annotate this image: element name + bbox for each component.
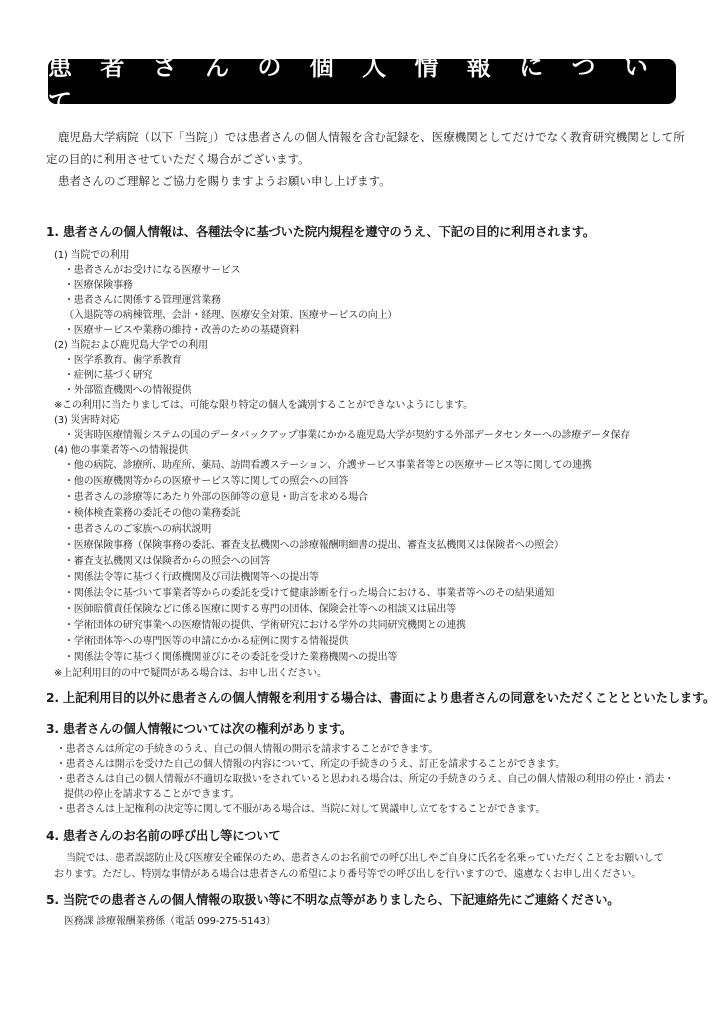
list-item: ・患者さんがお受けになる医療サービス [64, 265, 241, 276]
list-item: ・医療保険事務 [64, 280, 133, 291]
list-item: （入退院等の病棟管理、会計・経理、医療安全対策、医療サービスの向上） [64, 310, 398, 321]
list-item: ・他の医療機関等からの医療サービス等に関しての照会への回答 [64, 476, 349, 487]
list-item: (4) 他の事業者等への情報提供 [54, 445, 189, 456]
list-item: ・検体検査業務の委託その他の業務委託 [64, 508, 241, 519]
page-title: 患 者 さ ん の 個 人 情 報 に つ い て [48, 52, 658, 116]
contact-info: 医務課 診療報酬業務係（電話 099-275-5143） [64, 916, 276, 927]
list-item: ・医療サービスや業務の維持・改善のための基礎資料 [64, 325, 300, 336]
list-item: (3) 災害時対応 [54, 415, 120, 426]
list-item: ・患者さんは開示を受けた自己の個人情報の内容について、所定の手続きのうえ、訂正を請求することができます。 [56, 759, 565, 770]
section-1-heading: 1. 患者さんの個人情報は、各種法令に基づいた院内規程を遵守のうえ、下記の目的に利用されます。 [46, 225, 595, 239]
note-text: ※この利用に当たりましては、可能な限り特定の個人を識別することができないようにします。 [54, 400, 473, 411]
list-item: ・患者さんの診療等にあたり外部の医師等の意見・助言を求める場合 [64, 492, 368, 503]
list-item: ・医学系教育、歯学系教育 [64, 355, 182, 366]
section-5-heading: 5. 当院での患者さんの個人情報の取扱い等に不明な点等がありましたら、下記連絡先にご連絡ください。 [46, 893, 620, 907]
list-item: ・災害時医療情報システムの国のデータバックアップ事業にかかる鹿児島大学が契約する外部データセンターへの診療データ保存 [64, 430, 631, 441]
list-item: ・患者さんのご家族への病状説明 [64, 524, 211, 535]
intro-text [46, 126, 686, 192]
list-item: ・患者さんは自己の個人情報が不適切な取扱いをされていると思われる場合は、所定の手続きのうえ、自己の個人情報の利用の停止・消去・ [56, 774, 674, 785]
section-2-heading: 2. 上記利用目的以外に患者さんの個人情報を利用する場合は、書面により患者さんの同意をいただくこととといたします。 [46, 691, 716, 705]
note-text: ※上記利用目的の中で疑問がある場合は、お申し出ください。 [54, 668, 327, 679]
list-item: ・医師賠償責任保険などに係る医療に関する専門の団体、保険会社等への相談又は届出等 [64, 604, 456, 615]
list-item: ・学術団体の研究事業への医療情報の提供、学術研究における学外の共同研究機関との連携 [64, 620, 466, 631]
list-item: ・患者さんは所定の手続きのうえ、自己の個人情報の開示を請求することができます。 [56, 744, 438, 755]
list-item: ・学術団体等への専門医等の申請にかかる症例に関する情報提供 [64, 636, 349, 647]
list-item: ・症例に基づく研究 [64, 370, 153, 381]
list-item: ・関係法令に基づいて事業者等からの委託を受けて健康診断を行った場合における、事業者等へのその結果通知 [64, 588, 554, 599]
intro-paragraph-1-cont: 定の目的に利用させていただく場合がございます。 [46, 152, 310, 166]
list-item: ・患者さんに関係する管理運営業務 [64, 295, 221, 306]
paragraph-line: 当院では、患者誤認防止及び医療安全確保のため、患者さんのお名前での呼び出しやご自身に氏名を名乗っていただくことをお願いして [66, 853, 664, 864]
list-item: ・外部監査機関への情報提供 [64, 385, 192, 396]
list-item: ・関係法令等に基づく行政機関及び司法機関等への提出等 [64, 572, 319, 583]
list-item: ・審査支払機関又は保険者からの照会への回答 [64, 556, 270, 567]
intro-paragraph-1: 鹿児島大学病院（以下「当院」）では患者さんの個人情報を含む記録を、医療機関としてだけでなく教育研究機関として所 [58, 130, 685, 144]
list-item: (1) 当院での利用 [54, 250, 130, 261]
intro-paragraph-2: 患者さんのご理解とご協力を賜りますようお願い申し上げます。 [58, 174, 391, 188]
section-4-heading: 4. 患者さんのお名前の呼び出し等について [46, 829, 281, 843]
list-item: ・医療保険事務（保険事務の委託、審査支払機関への診療報酬明細書の提出、審査支払機関又は保険者への照会） [64, 540, 564, 551]
list-item: (2) 当院および鹿児島大学での利用 [54, 340, 208, 351]
list-item: ・患者さんは上記権利の決定等に関して不服がある場合は、当院に対して異議申し立てをすることができます。 [56, 804, 546, 815]
section-3-heading: 3. 患者さんの個人情報については次の権利があります。 [46, 722, 353, 736]
title-banner [48, 52, 676, 116]
paragraph-line: おります。ただし、特別な事情がある場合は患者さんの希望により番号等での呼び出しを行いますので、遠慮なくお申し出ください。 [54, 869, 641, 880]
list-item-continuation: 提供の停止を請求することができます。 [64, 789, 240, 800]
list-item: ・他の病院、診療所、助産所、薬局、訪問看護ステーション、介護サービス事業者等との医療サービス等に関しての連携 [64, 460, 592, 471]
list-item: ・関係法令等に基づく関係機関並びにその委託を受けた業務機関への提出等 [64, 652, 398, 663]
